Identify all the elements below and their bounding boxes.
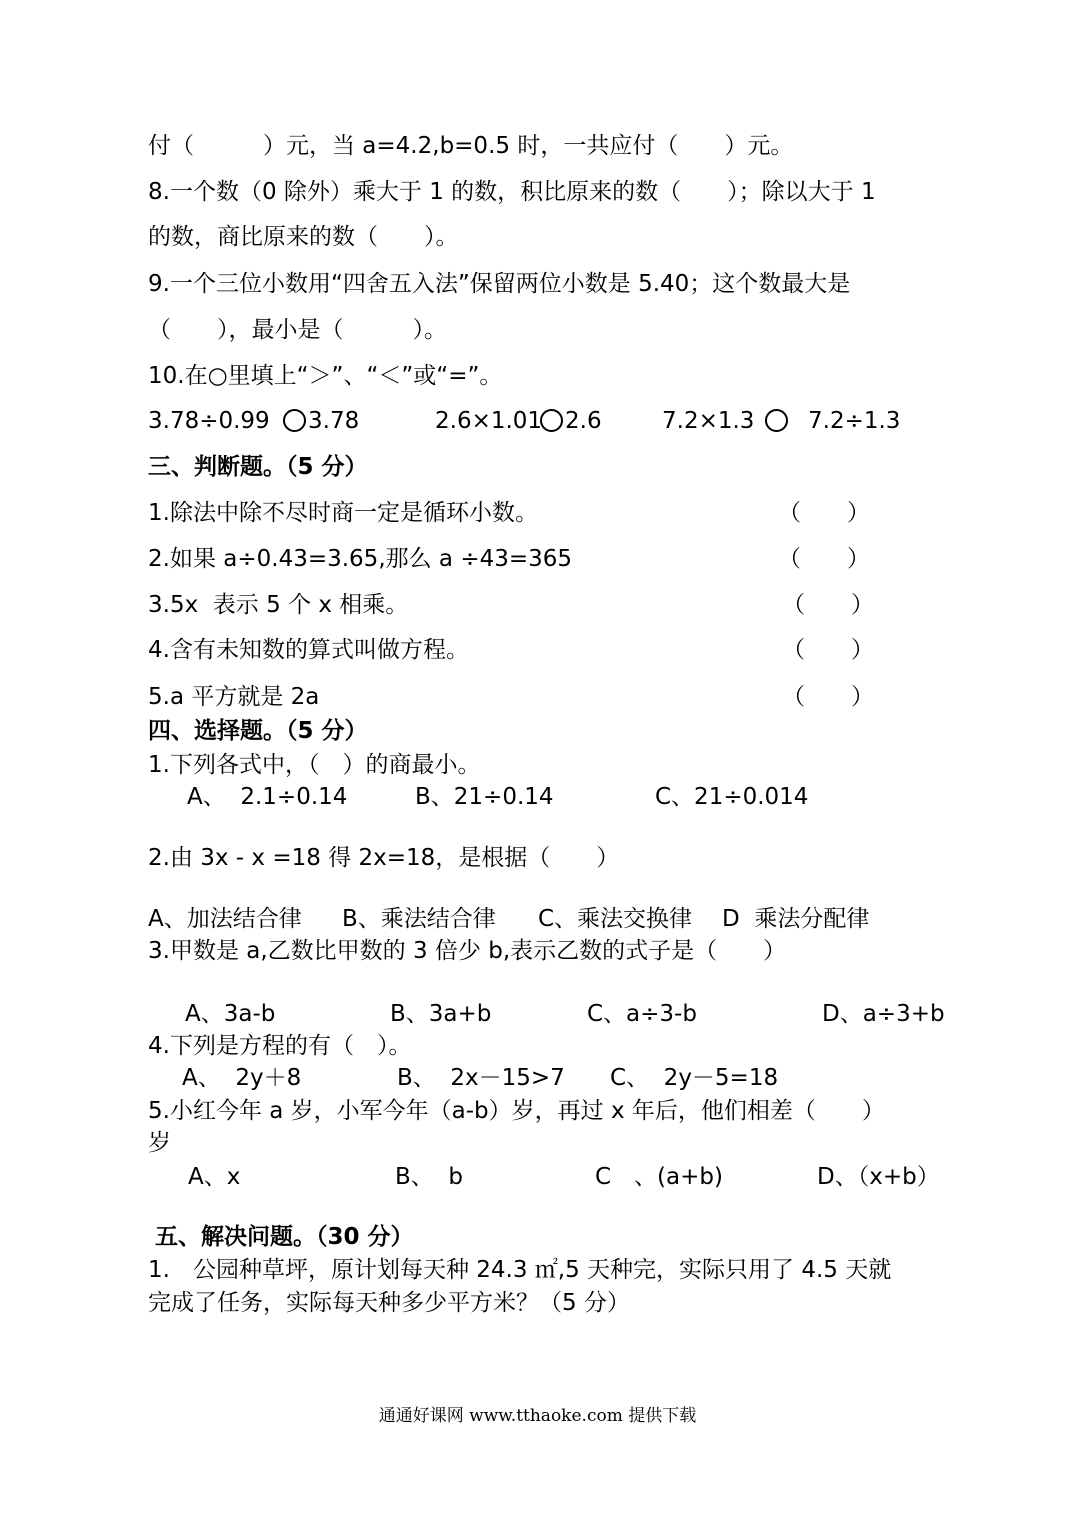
compare-2-right: 2.6	[565, 408, 602, 434]
choice-3-option-b[interactable]: B、3a+b	[390, 1001, 492, 1027]
choice-question-3: 3.甲数是 a,乙数比甲数的 3 倍少 b,表示乙数的式子是（ ）	[148, 938, 787, 964]
judge-item-2: 2.如果 a÷0.43=3.65,那么 a ÷43=365	[148, 546, 573, 572]
choice-2-option-c[interactable]: C、乘法交换律	[538, 906, 693, 932]
judge-paren-1[interactable]: （ ）	[778, 500, 870, 526]
compare-1-circle[interactable]	[283, 409, 306, 432]
judge-item-5: 5.a 平方就是 2a	[148, 684, 320, 710]
compare-2-circle[interactable]	[540, 409, 563, 432]
section-4-heading: 四、选择题。（5 分）	[148, 718, 368, 744]
judge-paren-4[interactable]: （ ）	[782, 637, 874, 663]
section-5-heading: 五、解决问题。（30 分）	[155, 1224, 414, 1250]
problem-question-1-cont: 完成了任务，实际每天种多少平方米？（5 分）	[148, 1290, 630, 1316]
choice-question-5-cont: 岁	[148, 1130, 171, 1156]
compare-3-right: 7.2÷1.3	[808, 408, 901, 434]
choice-1-option-b[interactable]: B、21÷0.14	[415, 784, 554, 810]
fill-blank-question-8: 8.一个数（0 除外）乘大于 1 的数，积比原来的数（ ）；除以大于 1	[148, 179, 876, 205]
choice-2-option-d[interactable]: D 乘法分配律	[722, 906, 870, 932]
compare-3-left: 7.2×1.3	[662, 408, 755, 434]
choice-4-option-b[interactable]: B、 2x－15>7	[397, 1065, 565, 1091]
choice-5-option-b[interactable]: B、 b	[395, 1164, 464, 1190]
judge-paren-5[interactable]: （ ）	[782, 684, 874, 710]
compare-1-left: 3.78÷0.99	[148, 408, 270, 434]
page-footer: 通通好课网 www.tthaoke.com 提供下载	[378, 1406, 697, 1426]
choice-3-option-a[interactable]: A、3a-b	[185, 1001, 276, 1027]
choice-question-5: 5.小红今年 a 岁，小军今年（a-b）岁，再过 x 年后，他们相差（ ）	[148, 1098, 885, 1124]
choice-2-option-b[interactable]: B、乘法结合律	[342, 906, 496, 932]
judge-item-1: 1.除法中除不尽时商一定是循环小数。	[148, 500, 538, 526]
choice-question-1: 1.下列各式中，（ ）的商最小。	[148, 752, 481, 778]
choice-1-option-c[interactable]: C、21÷0.014	[655, 784, 809, 810]
choice-3-option-d[interactable]: D、a÷3+b	[822, 1001, 945, 1027]
judge-paren-2[interactable]: （ ）	[778, 546, 870, 572]
choice-3-option-c[interactable]: C、a÷3-b	[587, 1001, 697, 1027]
choice-4-option-a[interactable]: A、 2y＋8	[182, 1065, 302, 1091]
judge-item-4: 4.含有未知数的算式叫做方程。	[148, 637, 469, 663]
compare-1-right: 3.78	[308, 408, 360, 434]
section-3-heading: 三、判断题。（5 分）	[148, 454, 368, 480]
fill-blank-question-10: 10.在○里填上“＞”、“＜”或“=”。	[148, 363, 503, 389]
choice-5-option-a[interactable]: A、x	[188, 1164, 241, 1190]
judge-paren-3[interactable]: （ ）	[782, 592, 874, 618]
choice-2-option-a[interactable]: A、加法结合律	[148, 906, 302, 932]
choice-5-option-c[interactable]: C 、(a+b)	[595, 1164, 723, 1190]
problem-question-1: 1. 公园种草坪，原计划每天种 24.3 ㎡,5 天种完，实际只用了 4.5 天就	[148, 1257, 892, 1283]
choice-question-2: 2.由 3x - x =18 得 2x=18，是根据（ ）	[148, 845, 620, 871]
fill-blank-question-9-cont: （ ），最小是（ ）。	[148, 317, 447, 343]
choice-4-option-c[interactable]: C、 2y－5=18	[610, 1065, 779, 1091]
choice-question-4: 4.下列是方程的有（ ）。	[148, 1033, 412, 1059]
fill-blank-line-7-cont: 付（ ）元，当 a=4.2,b=0.5 时，一共应付（ ）元。	[148, 133, 794, 159]
fill-blank-question-8-cont: 的数，商比原来的数（ ）。	[148, 224, 459, 250]
compare-3-circle[interactable]	[765, 409, 788, 432]
choice-5-option-d[interactable]: D、（x+b）	[817, 1164, 940, 1190]
fill-blank-question-9: 9.一个三位小数用“四舍五入法”保留两位小数是 5.40；这个数最大是	[148, 271, 851, 297]
compare-2-left: 2.6×1.01	[435, 408, 543, 434]
judge-item-3: 3.5x 表示 5 个 x 相乘。	[148, 592, 409, 618]
choice-1-option-a[interactable]: A、 2.1÷0.14	[187, 784, 348, 810]
